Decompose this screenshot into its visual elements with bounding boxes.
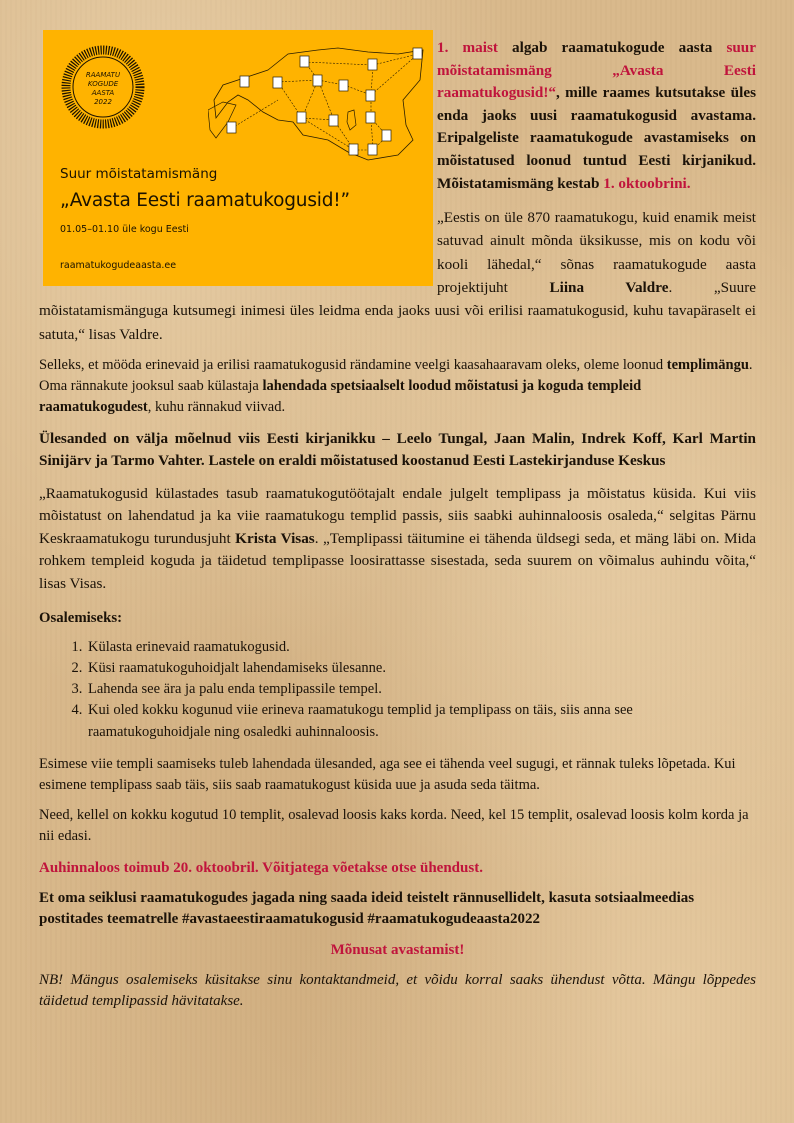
end-date: 1. oktoobrini. (603, 174, 691, 192)
participation-step: 1. Külasta erinevaid raamatukogusid. (86, 637, 756, 658)
participation-steps (39, 637, 756, 743)
quote2-text-2: . „Templipassi täitumine ei tähenda üldsegi seda, et mäng läbi on. Mida rohkem templeid koguda ja täidetud templipasse loosirattasse sisestada, seda suurem on võimalus auhindu võita,“ lisas Visas. (39, 529, 757, 592)
campaign-banner (43, 30, 433, 286)
templimang-text-1: Selleks, et mööda erinevaid ja erilisi raamatukogusid rändamine veelgi kaasahaaravam oleks, oleme loonud (39, 356, 667, 373)
quote1-text-1: „Eestis on üle 870 raamatukogu, kuid enamik meist satuvad ainult mõnda üksikusse, mis on kodu või kooli lähedal,“ sõnas raamatukogude aasta projektijuht (437, 209, 756, 297)
privacy-note: NB! Mängus osalemiseks küsitakse sinu kontaktandmeid, et võidu korral saaks ühendust võtta. Mängu lõppedes täidetud templipassid hävitatakse. (39, 971, 756, 1010)
banner-title: „Avasta Eesti raamatukogusid!” (60, 190, 350, 211)
prize-draw-notice: Auhinnaloos toimub 20. oktoobril. Võitjatega võetakse otse ühendust. (39, 859, 483, 876)
banner-dates: 01.05–01.10 üle kogu Eesti (60, 224, 189, 235)
banner-subtitle: Suur mõistatamismäng (60, 166, 218, 182)
closing-line: Mõnusat avastamist! (330, 941, 465, 958)
quote2-person: Krista Visas (235, 529, 315, 547)
participation-step: 3. Lahenda see ära ja palu enda templipassile tempel. (86, 679, 756, 700)
banner-url: raamatukogudeaasta.ee (60, 260, 177, 271)
social-share-paragraph: Et oma seiklusi raamatukogudes jagada ning saada ideid teistelt rännusellidelt, kasuta sotsiaalmeedias postitades teematrelle #avastaeestiraamatukogusid #raamatukogudeaasta2022 (39, 889, 695, 928)
participation-step: 4. Kui oled kokku kogunud viie erineva raamatukogu templid ja templipass on täis, siis anna see raamatukoguhoidjale ning osaledki auhinnaloosis. (86, 700, 756, 743)
templimang-text-2: . Oma rännakute jooksul saab külastaja (39, 356, 753, 394)
estonia-outline (214, 48, 423, 160)
templimang-paragraph (39, 355, 756, 418)
quote1-text-2: . „Suure mõistatamismänguga kutsumegi inimesi üles leidma enda jaoks uusi või erilisi raamatukogusid, kuhu tavapäraselt ei satuta,“ lisas Valdre. (39, 279, 756, 343)
raamatukogude-aasta-logo (60, 44, 146, 130)
estonia-library-map-illustration (208, 40, 430, 165)
intro-text-2: , mille raames kutsutakse üles enda jaoks uusi raamatukogusid avastama. Eripalgeliste raamatukogude avastamiseks on mõistatused loonud tuntud Eesti kirjanikud. Mõistatamismäng kestab (437, 84, 756, 192)
authors-paragraph: Ülesanded on välja mõelnud viis Eesti kirjanikku – Leelo Tungal, Jaan Malin, Indrek Koff, Karl Martin Sinijärv ja Tarmo Vahter. Lastele on eraldi mõistatused koostanud Eesti Lastekirjanduse Keskus (39, 429, 756, 470)
participation-heading: Osalemiseks: (39, 609, 123, 626)
templimang-text-3: , kuhu rännakud viivad. (147, 398, 286, 415)
logo-line-2: KOGUDE (87, 80, 119, 88)
lake-outline (347, 110, 356, 130)
multiple-entries-paragraph: Need, kellel on kokku kogutud 10 templit, osalevad loosis kaks korda. Need, kel 15 templit, osalevad loosis kolm korda ja nii edasi. (39, 806, 749, 844)
intro-text-1: algab raamatukogude aasta (497, 39, 727, 56)
logo-line-1: RAAMATU (85, 71, 121, 79)
document-page (39, 30, 756, 1013)
logo-line-3: AASTA (91, 89, 115, 97)
logo-line-4: 2022 (94, 98, 112, 106)
visas-quote (39, 483, 756, 596)
templimang-bold-1: templimängu (666, 356, 749, 373)
first-five-paragraph: Esimese viie templi saamiseks tuleb lahendada ülesanded, aga see ei tähenda veel sugugi, et rännak tuleks lõpetada. Kui esimene templipass saab täis, siis saab raamatukogust küsida uue ja asuda seda täitma. (39, 755, 736, 793)
templimang-bold-2: lahendada spetsiaalselt loodud mõistatusi ja koguda templeid raamatukogudest (39, 377, 642, 415)
quote2-text-1: „Raamatukogusid külastades tasub raamatukogutöötajalt endale julgelt templipass ja mõistatus küsida. Kui viis mõistatust on lahendatud ja ka viie raamatukogu templid passis, siis saabki auhinnaloosis osaleda,“ selgitas Pärnu Keskraamatukogu turundusjuht (39, 484, 756, 547)
game-name: suur mõistatamismäng „Avasta Eesti raamatukogusid!“ (437, 39, 756, 102)
start-date: 1. maist (437, 39, 498, 56)
participation-step: 2. Küsi raamatukoguhoidjalt lahendamiseks ülesanne. (86, 658, 756, 679)
quote1-person: Liina Valdre (549, 279, 669, 297)
